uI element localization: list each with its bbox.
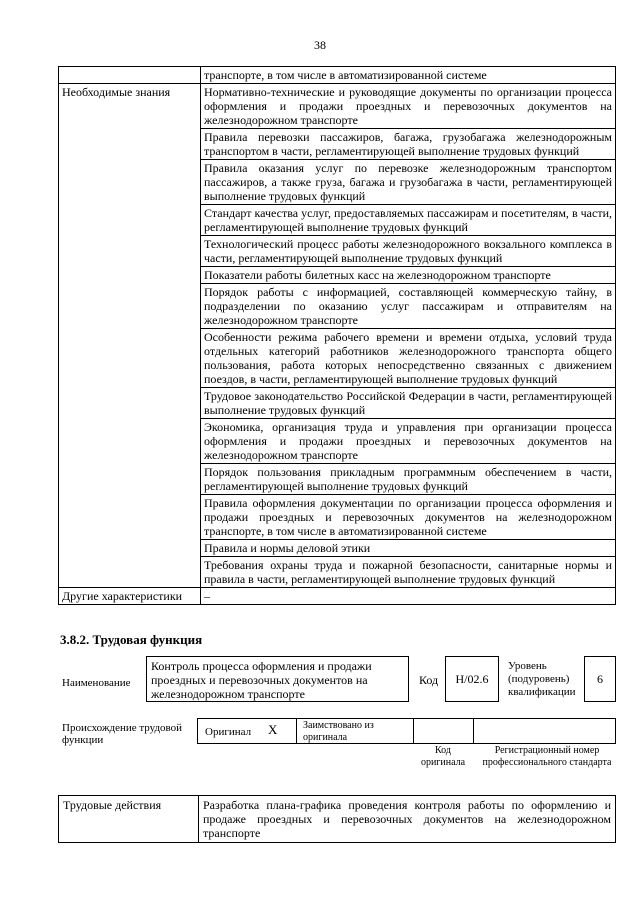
knowledge-item: Стандарт качества услуг, предоставляемых пассажирам и посетителям, в части, регламентирующей выполнение трудовых функций [201,205,616,236]
code-value: H/02.6 [455,671,489,686]
knowledge-item: Нормативно-технические и руководящие документы по организации процесса оформления и продажи проездных и перевозочных документов на железнодорожном транспорте [201,84,616,129]
level-value: 6 [597,671,603,686]
actions-value: Разработка плана-графика проведения контроля работы по оформлению и продаже проездных и перевозочных документов на железнодорожном транспорте [199,796,616,843]
knowledge-item: Требования охраны труда и пожарной безопасности, санитарные нормы и правила в части, регламентирующей выполнение трудовых функций [201,557,616,588]
table-row [59,67,616,84]
knowledge-item: Правила оказания услуг по перевозке железнодорожным транспортом пассажиров, а также груза, багажа и грузобагажа в части, регламентирующей выполнение трудовых функций [201,160,616,205]
name-value: Контроль процесса оформления и продажи проездных и перевозочных документов на железнодорожном транспорте [151,659,372,701]
table-row [59,796,616,843]
original-mark: X [268,722,278,737]
level-label: Уровень (подуровень) квалификации [508,660,576,698]
page-number: 38 [314,38,326,52]
section-heading: 3.8.2. Трудовая функция [60,632,203,647]
knowledge-item: Трудовое законодательство Российской Федерации в части, регламентирующей выполнение трудовых функций [201,388,616,419]
name-box [146,656,409,702]
table-cell: транспорте, в том числе в автоматизированной системе [201,67,616,84]
level-box [584,656,616,702]
origin-box [197,718,616,744]
original-label: Оригинал [205,726,252,738]
knowledge-item: Порядок работы с информацией, составляющей коммерческую тайну, в подразделении по оказанию услуг пассажирам и отправителям на железнодорожном транспорте [201,284,616,329]
knowledge-table [58,66,616,605]
divider [473,718,474,744]
knowledge-item: Особенности режима рабочего времени и времени отдыха, условий труда отдельных категорий работников железнодорожного транспорта общего пользования, работа которых непосредственно связанных с движением поездов, в части, регламентирующей выполнение трудовых функций [201,329,616,388]
origin-label: Происхождение трудовой функции [62,722,183,746]
knowledge-item: Правила и нормы деловой этики [201,540,616,557]
knowledge-item: Правила перевозки пассажиров, багажа, грузобагажа железнодорожным транспортом в части, регламентирующей выполнение трудовых функций [201,129,616,160]
other-characteristics-value: – [201,588,616,605]
divider [413,718,414,744]
divider [296,718,297,744]
actions-table [58,795,616,843]
actions-label: Трудовые действия [59,796,199,843]
code-original-label: Код оригинала [420,745,466,768]
knowledge-label: Необходимые знания [59,84,201,588]
knowledge-item: Технологический процесс работы железнодорожного вокзального комплекса в части, регламентирующей выполнение трудовых функций [201,236,616,267]
table-row [59,588,616,605]
reg-number-label: Регистрационный номер профессионального стандарта [482,745,612,768]
borrowed-label: Заимствовано из оригинала [303,720,374,743]
code-box [445,656,499,702]
knowledge-item: Показатели работы билетных касс на железнодорожном транспорте [201,267,616,284]
name-label: Наименование [62,677,131,689]
knowledge-item: Правила оформления документации по организации процесса оформления и продажи проездных и перевозочных документов на железнодорожном транспорте, в том числе в автоматизированной системе [201,495,616,540]
knowledge-item: Порядок пользования прикладным программным обеспечением в части, регламентирующей выполнение трудовых функций [201,464,616,495]
code-label: Код [419,673,439,687]
table-row [59,84,616,129]
table-cell-empty [59,67,201,84]
other-characteristics-label: Другие характеристики [59,588,201,605]
knowledge-item: Экономика, организация труда и управления при организации процесса оформления и продажи проездных и перевозочных документов на железнодорожном транспорте [201,419,616,464]
